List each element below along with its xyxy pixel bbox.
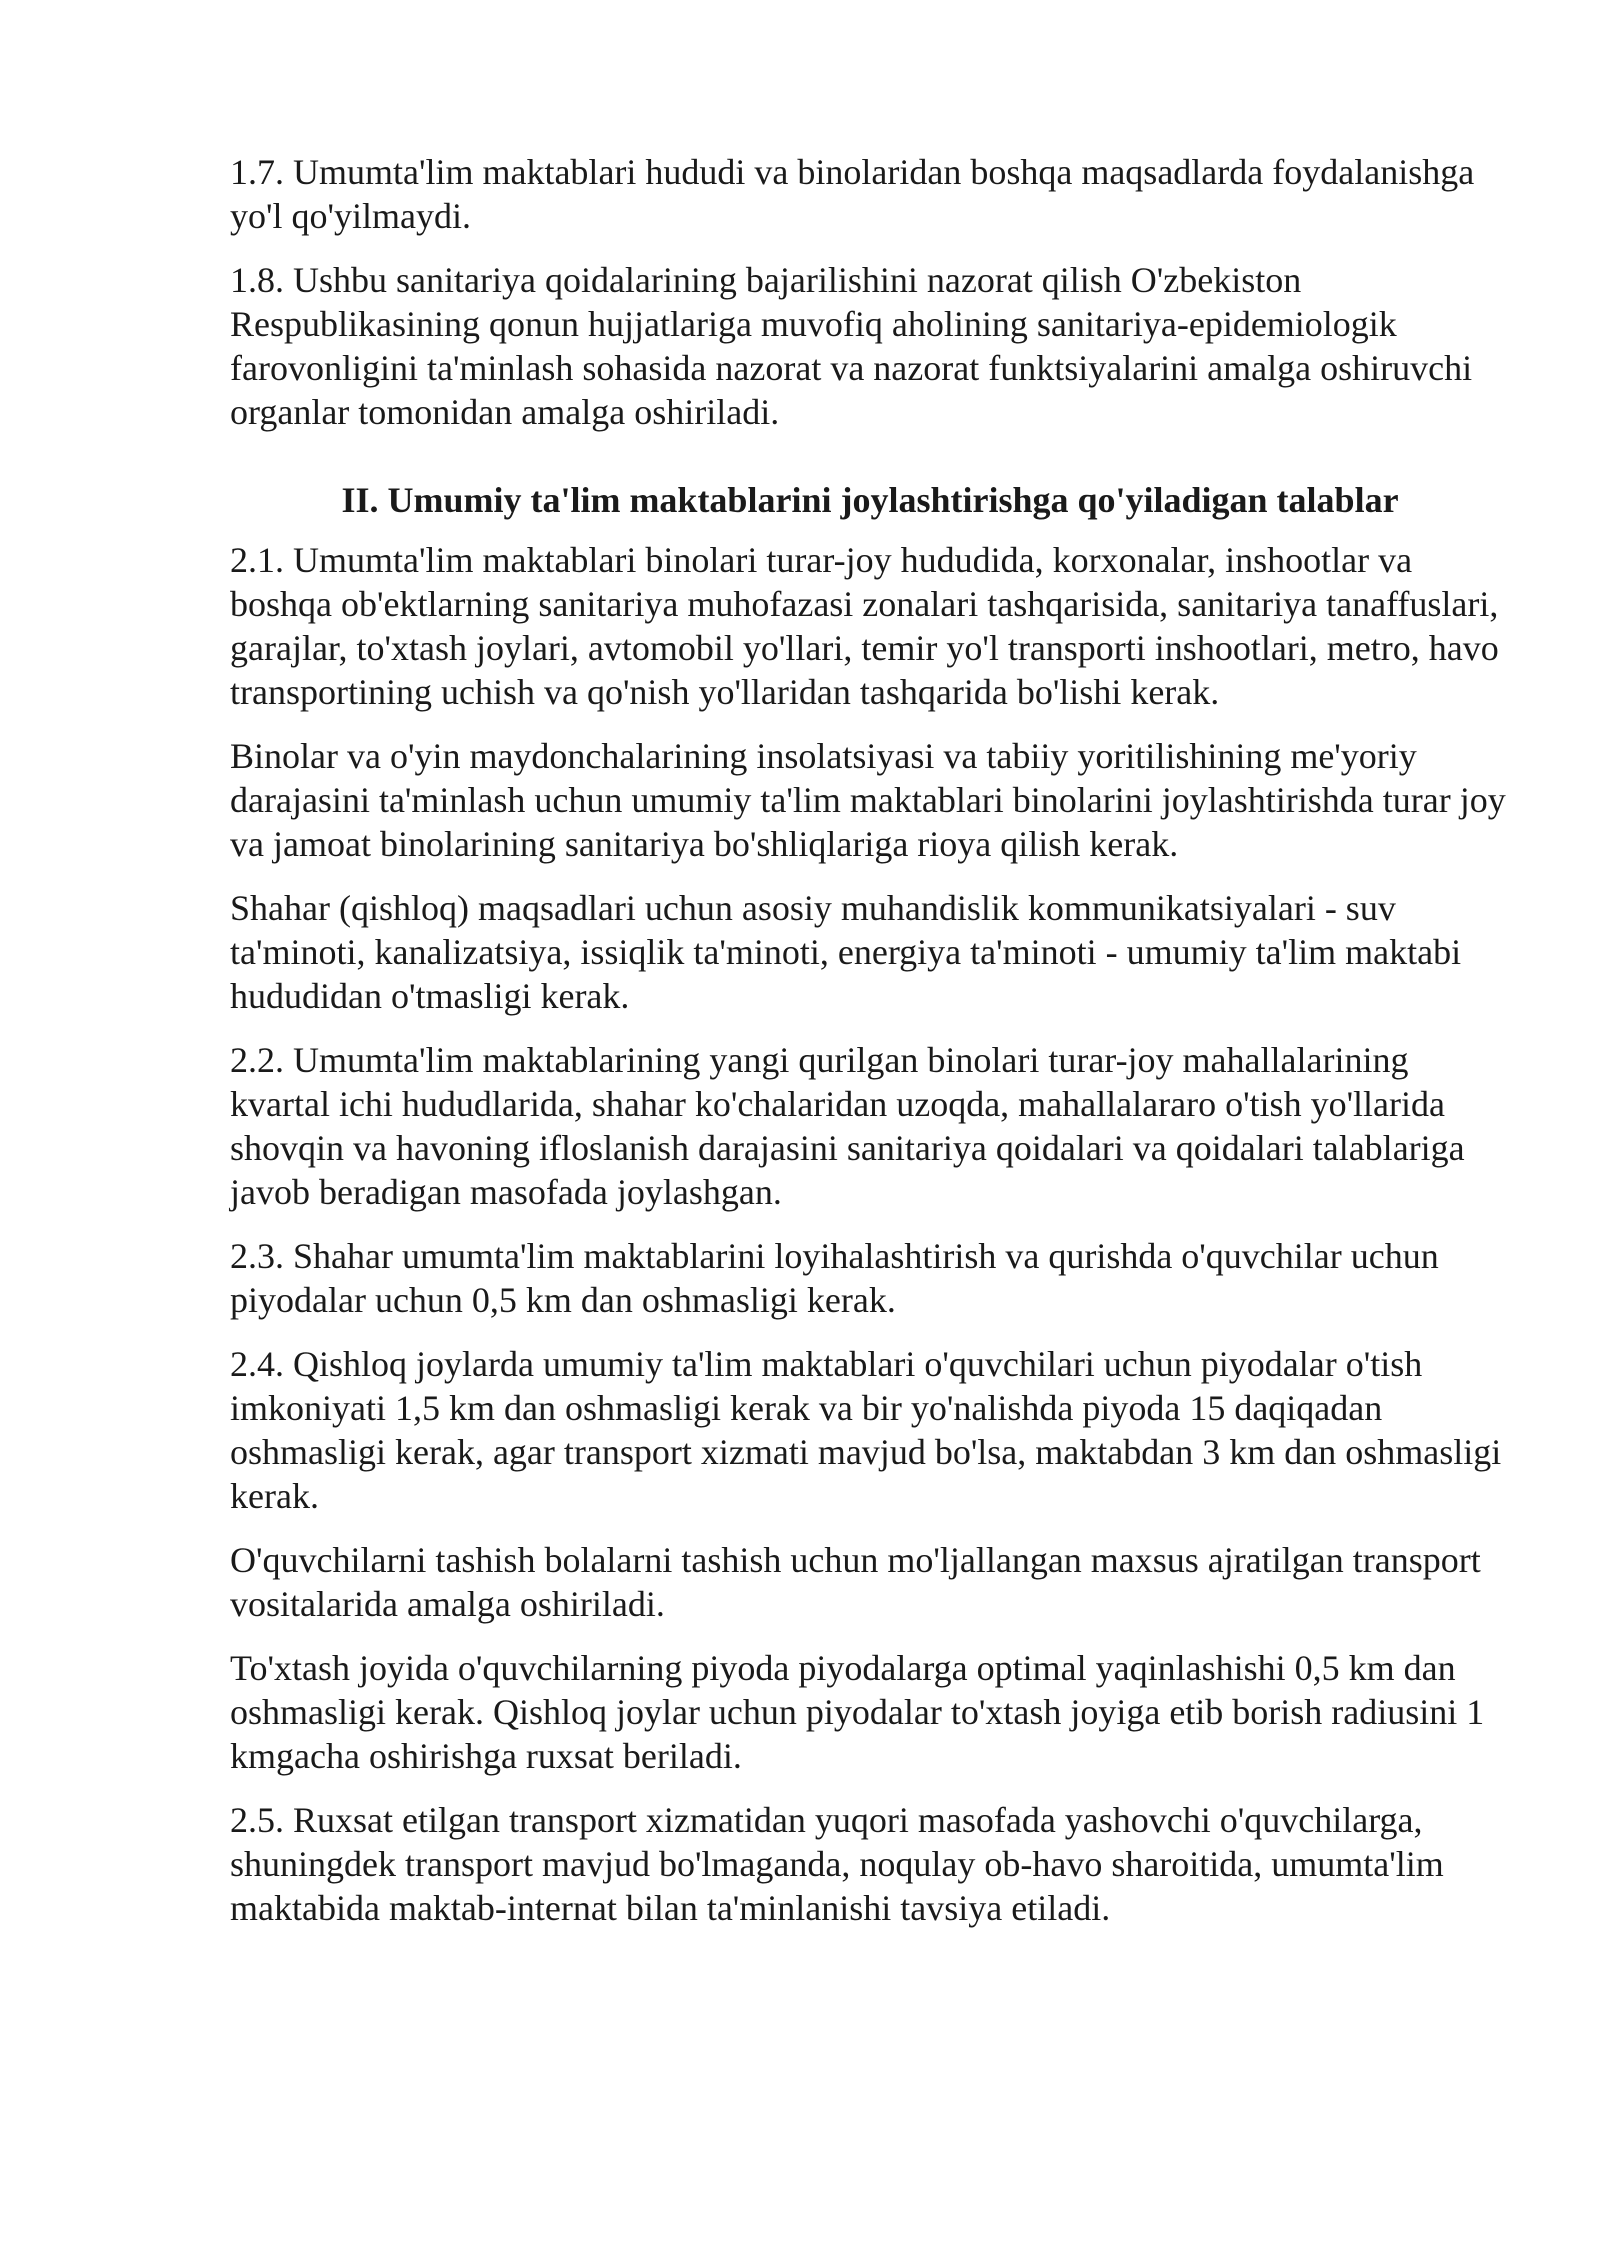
paragraph-2-1: 2.1. Umumta'lim maktablari binolari turar-joy hududida, korxonalar, inshootlar va boshqa ob'ektlarning sanitariya muhofazasi zonalari tashqarisida, sanitariya tanaffuslari, garajlar, to'xtash joylari, avtomobil yo'llari, temir yo'l transporti inshootlari, metro, havo transportining uchish va qo'nish yo'llaridan tashqarida bo'lishi kerak. xyxy=(230,540,1499,712)
section-heading: II. Umumiy ta'lim maktablarini joylashtirishga qo'yiladigan talablar xyxy=(341,480,1399,520)
paragraph-1-8: 1.8. Ushbu sanitariya qoidalarining bajarilishini nazorat qilish O'zbekiston Respublikasining qonun hujjatlariga muvofiq aholining sanitariya-epidemiologik farovonligini ta'minlash sohasida nazorat va nazorat funktsiyalarini amalga oshiruvchi organlar tomonidan amalga oshiriladi. xyxy=(230,260,1473,432)
paragraph-2-3: 2.3. Shahar umumta'lim maktablarini loyihalashtirish va qurishda o'quvchilar uchun piyodalar uchun 0,5 km dan oshmasligi kerak. xyxy=(230,1236,1439,1320)
paragraph-1-7: 1.7. Umumta'lim maktablari hududi va binolaridan boshqa maqsadlarda foydalanishga yo'l qo'yilmaydi. xyxy=(230,152,1475,236)
document-page xyxy=(230,150,1510,1950)
paragraph-transport: O'quvchilarni tashish bolalarni tashish uchun mo'ljallangan maxsus ajratilgan transport vositalarida amalga oshiriladi. xyxy=(230,1540,1481,1624)
paragraph-2-4: 2.4. Qishloq joylarda umumiy ta'lim maktablari o'quvchilari uchun piyodalar o'tish imkoniyati 1,5 km dan oshmasligi kerak va bir yo'nalishda piyoda 15 daqiqadan oshmasligi kerak, agar transport xizmati mavjud bo'lsa, maktabdan 3 km dan oshmasligi kerak. xyxy=(230,1344,1502,1516)
paragraph-2-5: 2.5. Ruxsat etilgan transport xizmatidan yuqori masofada yashovchi o'quvchilarga, shuningdek transport mavjud bo'lmaganda, noqulay ob-havo sharoitida, umumta'lim maktabida maktab-internat bilan ta'minlanishi tavsiya etiladi. xyxy=(230,1800,1444,1928)
paragraph-insolation: Binolar va o'yin maydonchalarining insolatsiyasi va tabiiy yoritilishining me'yoriy darajasini ta'minlash uchun umumiy ta'lim maktablari binolarini joylashtirishda turar joy va jamoat binolarining sanitariya bo'shliqlariga rioya qilish kerak. xyxy=(230,736,1506,864)
paragraph-2-2: 2.2. Umumta'lim maktablarining yangi qurilgan binolari turar-joy mahallalarining kvartal ichi hududlarida, shahar ko'chalaridan uzoqda, mahallalararo o'tish yo'llarida shovqin va havoning ifloslanish darajasini sanitariya qoidalari va qoidalari talablariga javob beradigan masofada joylashgan. xyxy=(230,1040,1465,1212)
paragraph-communications: Shahar (qishloq) maqsadlari uchun asosiy muhandislik kommunikatsiyalari - suv ta'minoti, kanalizatsiya, issiqlik ta'minoti, energiya ta'minoti - umumiy ta'lim maktabi hududidan o'tmasligi kerak. xyxy=(230,888,1462,1016)
paragraph-stop-distance: To'xtash joyida o'quvchilarning piyoda piyodalarga optimal yaqinlashishi 0,5 km dan oshmasligi kerak. Qishloq joylar uchun piyodalar to'xtash joyiga etib borish radiusini 1 kmgacha oshirishga ruxsat beriladi. xyxy=(230,1648,1485,1776)
